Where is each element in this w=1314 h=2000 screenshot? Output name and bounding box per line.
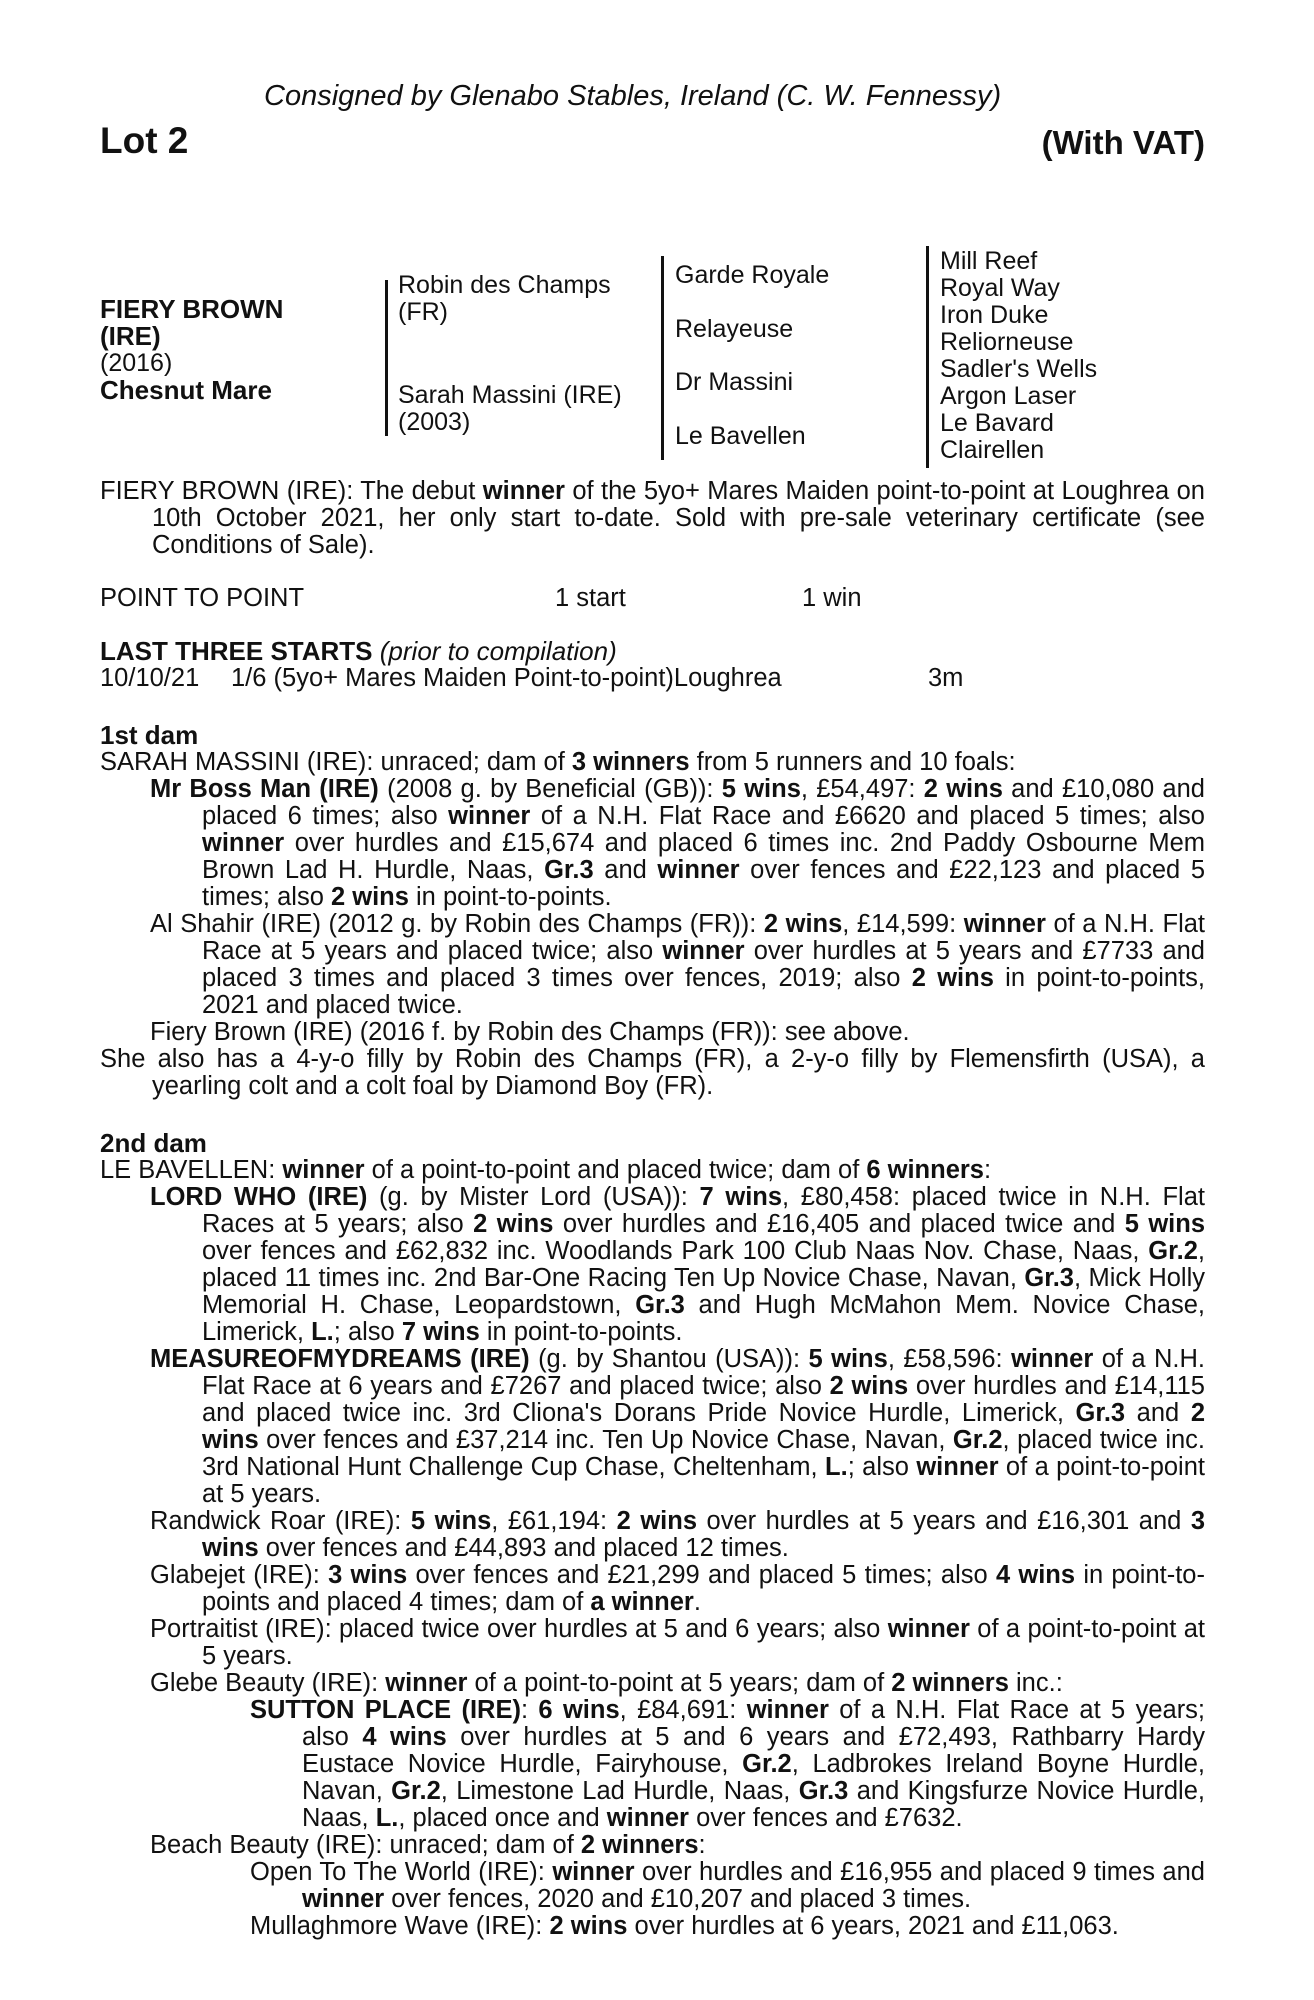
last-three-heading: LAST THREE STARTS (prior to compilation) [100,636,617,666]
consignor-line: Consigned by Glenabo Stables, Ireland (C. W. Fennessy) [264,80,1002,112]
grandparent: Le Bavellen [675,422,806,450]
horse-sex: Chesnut Mare [100,375,272,405]
progeny-entry: Portraitist (IRE): placed twice over hurdles at 5 and 6 years; also winner of a point-to-point at 5 years. [150,1615,1205,1670]
race-record [100,585,1205,612]
horse-country: (IRE) [100,321,161,351]
great-grandparent: Royal Way [940,274,1060,302]
progeny-entry: Randwick Roar (IRE): 5 wins, £61,194: 2 wins over hurdles at 5 years and £16,301 and 3 wins over fences and £44,893 and placed 12 times. [150,1507,1206,1562]
dam [398,382,622,436]
progeny-entry: Glebe Beauty (IRE): winner of a point-to-point at 5 years; dam of 2 winners inc.: [150,1669,1063,1697]
catalogue-body [100,478,1205,1940]
great-grandparent: Clairellen [940,436,1045,464]
progeny-entry: Fiery Brown (IRE) (2016 f. by Robin des Champs (FR)): see above. [150,1018,910,1046]
progeny-entry: MEASUREOFMYDREAMS (IRE) (g. by Shantou (USA)): 5 wins, £58,596: winner of a N.H. Flat Race at 6 years and £7267 and placed twice; also 2 wins over hurdles and £14,115 and placed twice inc. 3rd Cliona's Dorans Pride Novice Hurdle, Limerick, Gr.3 and 2 wins over fences and £37,214 inc. Ten Up Novice Chase, Navan, Gr.2, placed twice inc. 3rd National Hunt Challenge Cup Chase, Cheltenham, L.; also winner of a point-to-point at 5 years. [150,1345,1206,1508]
great-grandparent: Sadler's Wells [940,355,1098,383]
sire-name: Robin des Champs [398,271,611,299]
grandparent: Relayeuse [675,315,794,343]
sire-country: (FR) [398,298,448,326]
second-dam-intro: LE BAVELLEN: winner of a point-to-point and placed twice; dam of 6 winners: [100,1156,992,1184]
horse-info [100,296,283,404]
sire [398,272,611,326]
record-starts: 1 start [555,584,626,612]
record-wins: 1 win [802,584,862,612]
great-grandparent: Le Bavard [940,409,1054,437]
progeny-entry: LORD WHO (IRE) (g. by Mister Lord (USA)): 7 wins, £80,458: placed twice in N.H. Flat Races at 5 years; also 2 wins over hurdles and £16,405 and placed twice and 5 wins over fences and £62,832 inc. Woodlands Park 100 Club Naas Nov. Chase, Naas, Gr.2, placed 11 times inc. 2nd Bar-One Racing Ten Up Novice Chase, Navan, Gr.3, Mick Holly Memorial H. Chase, Leopardstown, Gr.3 and Hugh McMahon Mem. Novice Chase, Limerick, L.; also 7 wins in point-to-points. [150,1183,1206,1346]
second-dam-heading: 2nd dam [100,1128,207,1158]
race-distance: 3m [928,664,964,692]
record-label: POINT TO POINT [100,584,305,612]
pedigree-divider [926,246,929,468]
first-dam-intro: SARAH MASSINI (IRE): unraced; dam of 3 winners from 5 runners and 10 foals: [100,748,1016,776]
horse-year: (2016) [100,349,173,377]
great-grandparent: Mill Reef [940,247,1038,275]
pedigree-divider [661,256,664,460]
first-dam-heading: 1st dam [100,720,199,750]
vat-note: (With VAT) [1041,124,1205,161]
great-grandparent: Argon Laser [940,382,1077,410]
grandparent: Garde Royale [675,261,830,289]
grand-progeny-entry: SUTTON PLACE (IRE): 6 wins, £84,691: winner of a N.H. Flat Race at 5 years; also 4 wins over hurdles at 5 and 6 years and £72,493, Rathbarry Hardy Eustace Novice Hurdle, Fairyhouse, Gr.2, Ladbrokes Ireland Boyne Hurdle, Navan, Gr.2, Limestone Lad Hurdle, Naas, Gr.3 and Kingsfurze Novice Hurdle, Naas, L., placed once and winner over fences and £7632. [250,1696,1206,1832]
progeny-entry: Glabejet (IRE): 3 wins over fences and £21,299 and placed 5 times; also 4 wins in point-to-points and placed 4 times; dam of a winner. [150,1561,1205,1616]
race-result: 1/6 (5yo+ Mares Maiden Point-to-point)Loughrea [231,664,782,692]
horse-name: FIERY BROWN [100,294,284,324]
pedigree-divider [385,280,388,436]
pedigree-table [100,168,1205,478]
progeny-entry: Al Shahir (IRE) (2012 g. by Robin des Champs (FR)): 2 wins, £14,599: winner of a N.H. Flat Race at 5 years and placed twice; also winner over hurdles at 5 years and £7733 and placed 3 times and placed 3 times over fences, 2019; also 2 wins in point-to-points, 2021 and placed twice. [150,910,1206,1019]
grandparent: Dr Massini [675,368,794,396]
race-date: 10/10/21 [100,664,200,692]
great-grandparent: Reliorneuse [940,328,1074,356]
horse-summary: FIERY BROWN (IRE): The debut winner of the 5yo+ Mares Maiden point-to-point at Loughrea on 10th October 2021, her only start to-date. Sold with pre-sale veterinary certificate (see Conditions of Sale). [100,477,1205,559]
grand-progeny-entry: Open To The World (IRE): winner over hurdles and £16,955 and placed 9 times and winner over fences, 2020 and £10,207 and placed 3 times. [250,1858,1205,1913]
dam-name: Sarah Massini (IRE) [398,381,622,409]
dam-year: (2003) [398,408,471,436]
grand-progeny-entry: Mullaghmore Wave (IRE): 2 wins over hurdles at 6 years, 2021 and £11,063. [250,1912,1119,1940]
first-dam-other-foals: She also has a 4-y-o filly by Robin des Champs (FR), a 2-y-o filly by Flemensfirth (USA), a yearling colt and a colt foal by Diamond Boy (FR). [100,1045,1205,1100]
race-row [100,665,1205,692]
progeny-entry: Beach Beauty (IRE): unraced; dam of 2 winners: [150,1831,706,1859]
progeny-entry: Mr Boss Man (IRE) (2008 g. by Beneficial (GB)): 5 wins, £54,497: 2 wins and £10,080 and placed 6 times; also winner of a N.H. Flat Race and £6620 and placed 5 times; also winner over hurdles and £15,674 and placed 6 times inc. 2nd Paddy Osbourne Mem Brown Lad H. Hurdle, Naas, Gr.3 and winner over fences and £22,123 and placed 5 times; also 2 wins in point-to-points. [150,775,1205,911]
great-grandparents [940,248,1097,464]
lot-number: Lot 2 [100,120,189,161]
great-grandparent: Iron Duke [940,301,1049,329]
